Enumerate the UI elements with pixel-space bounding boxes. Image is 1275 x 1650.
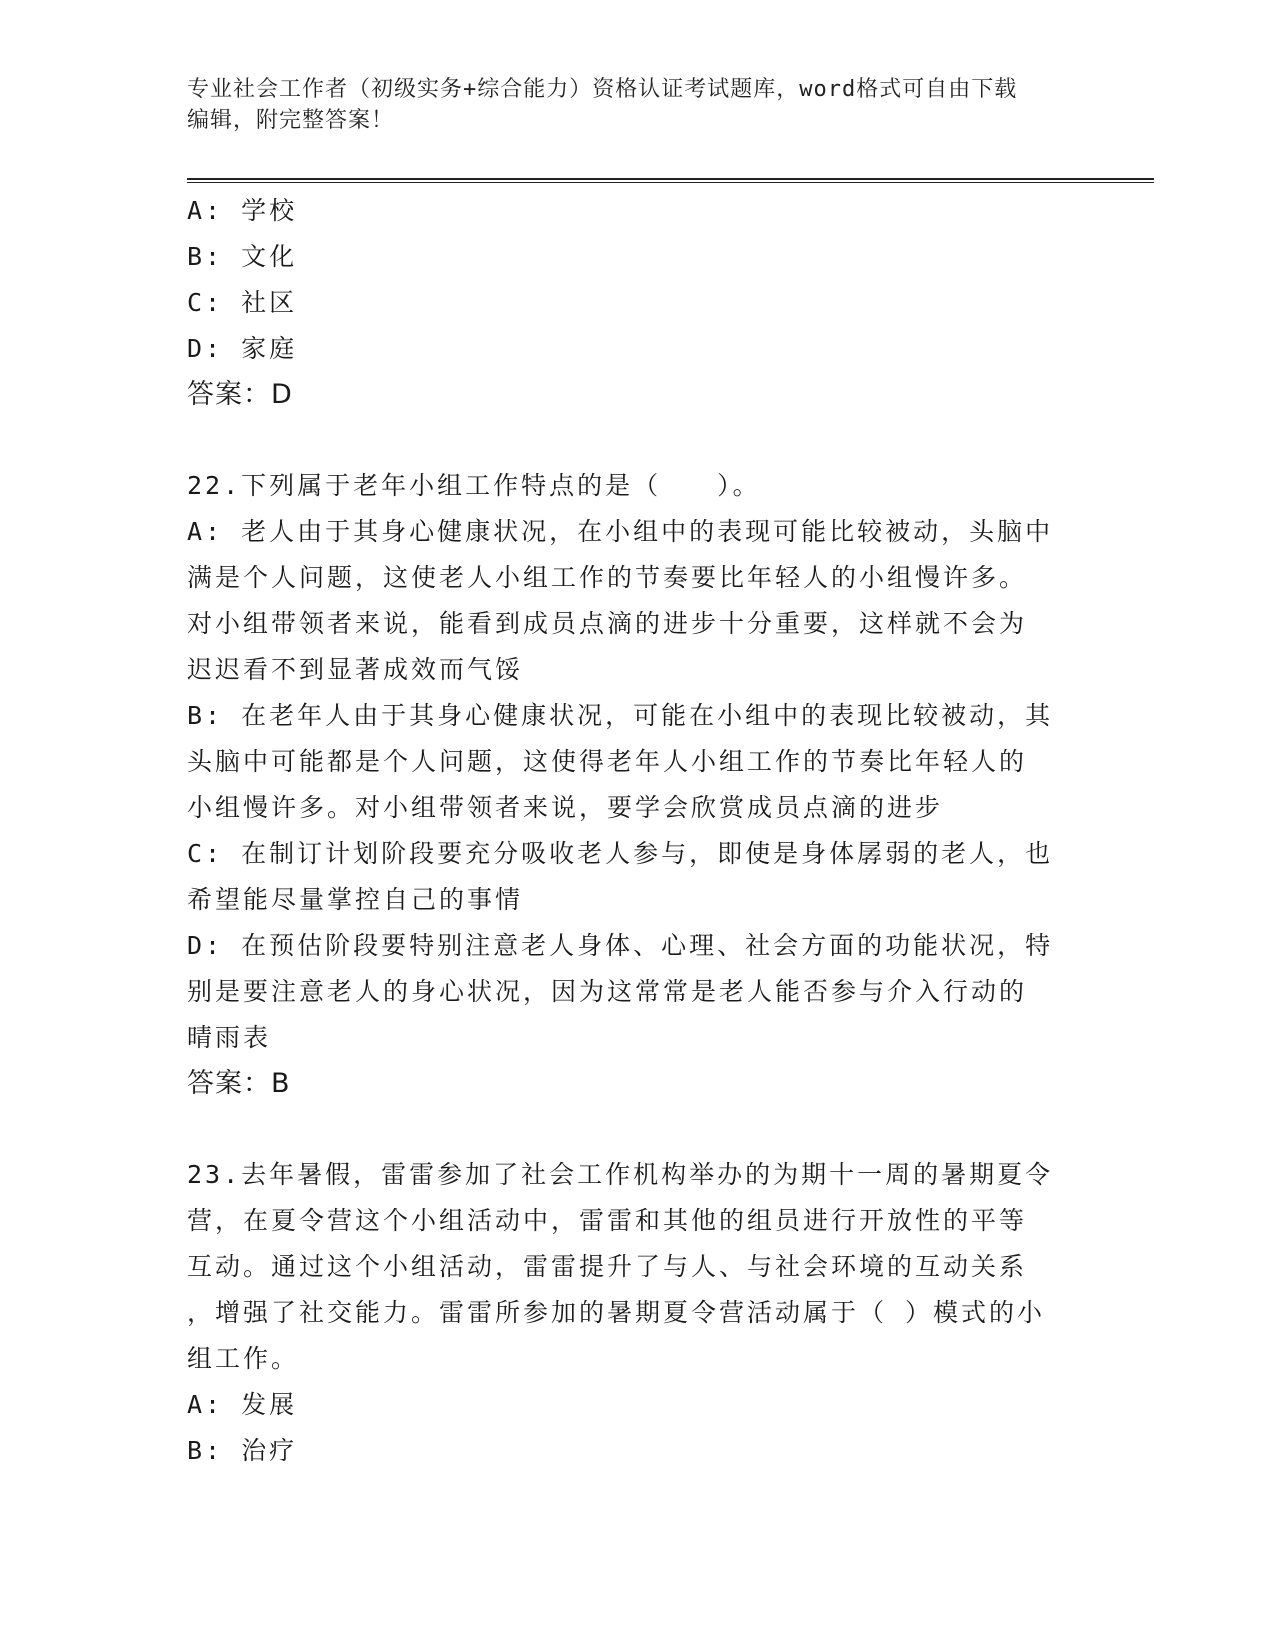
option-d-line: 晴雨表 (187, 1023, 272, 1052)
option-a-line: 满是个人问题，这使老人小组工作的节奏要比年轻人的小组慢许多。 (187, 563, 1028, 592)
header-line-1: 专业社会工作者（初级实务+综合能力）资格认证考试题库，word格式可自由下载 (187, 77, 1018, 102)
document-header (187, 74, 1077, 136)
option-d: D: 家庭 (187, 334, 298, 363)
answer-22: 答案：B (187, 1068, 291, 1099)
question-23-stem: 组工作。 (187, 1344, 300, 1373)
option-a: A: 学校 (187, 196, 298, 225)
option-c: C: 社区 (187, 288, 298, 317)
option-b: B: 治疗 (187, 1436, 298, 1465)
option-a-line: A: 老人由于其身心健康状况，在小组中的表现可能比较被动，头脑中 (187, 517, 1054, 546)
option-a-line: 对小组带领者来说，能看到成员点滴的进步十分重要，这样就不会为 (187, 609, 1028, 638)
option-b-line: B: 在老年人由于其身心健康状况，可能在小组中的表现比较被动，其 (187, 701, 1054, 730)
option-c-line: C: 在制订计划阶段要充分吸收老人参与，即使是身体孱弱的老人，也 (187, 839, 1054, 868)
option-c-line: 希望能尽量掌控自己的事情 (187, 885, 524, 914)
option-d-line: 别是要注意老人的身心状况，因为这常常是老人能否参与介入行动的 (187, 977, 1028, 1006)
option-a: A: 发展 (187, 1390, 298, 1419)
header-divider (187, 178, 1154, 183)
question-23-stem: ，增强了社交能力。雷雷所参加的暑期夏令营活动属于（ ）模式的小 (187, 1298, 1046, 1327)
option-b-line: 小组慢许多。对小组带领者来说，要学会欣赏成员点滴的进步 (187, 793, 944, 822)
question-23 (187, 1152, 1067, 1474)
question-23-stem: 23.去年暑假，雷雷参加了社会工作机构举办的为期十一周的暑期夏令 (187, 1160, 1054, 1189)
question-21 (187, 188, 1067, 418)
option-a-line: 迟迟看不到显著成效而气馁 (187, 655, 524, 684)
question-content (187, 188, 1067, 1474)
question-23-stem: 营，在夏令营这个小组活动中，雷雷和其他的组员进行开放性的平等 (187, 1206, 1028, 1235)
header-line-2: 编辑，附完整答案！ (187, 108, 395, 133)
question-22 (187, 463, 1067, 1107)
question-23-stem: 互动。通过这个小组活动，雷雷提升了与人、与社会环境的互动关系 (187, 1252, 1028, 1281)
option-b-line: 头脑中可能都是个人问题，这使得老年人小组工作的节奏比年轻人的 (187, 747, 1028, 776)
answer-21: 答案：D (187, 379, 293, 410)
option-d-line: D: 在预估阶段要特别注意老人身体、心理、社会方面的功能状况，特 (187, 931, 1054, 960)
question-22-stem: 22.下列属于老年小组工作特点的是（ ）。 (187, 471, 761, 500)
option-b: B: 文化 (187, 242, 298, 271)
